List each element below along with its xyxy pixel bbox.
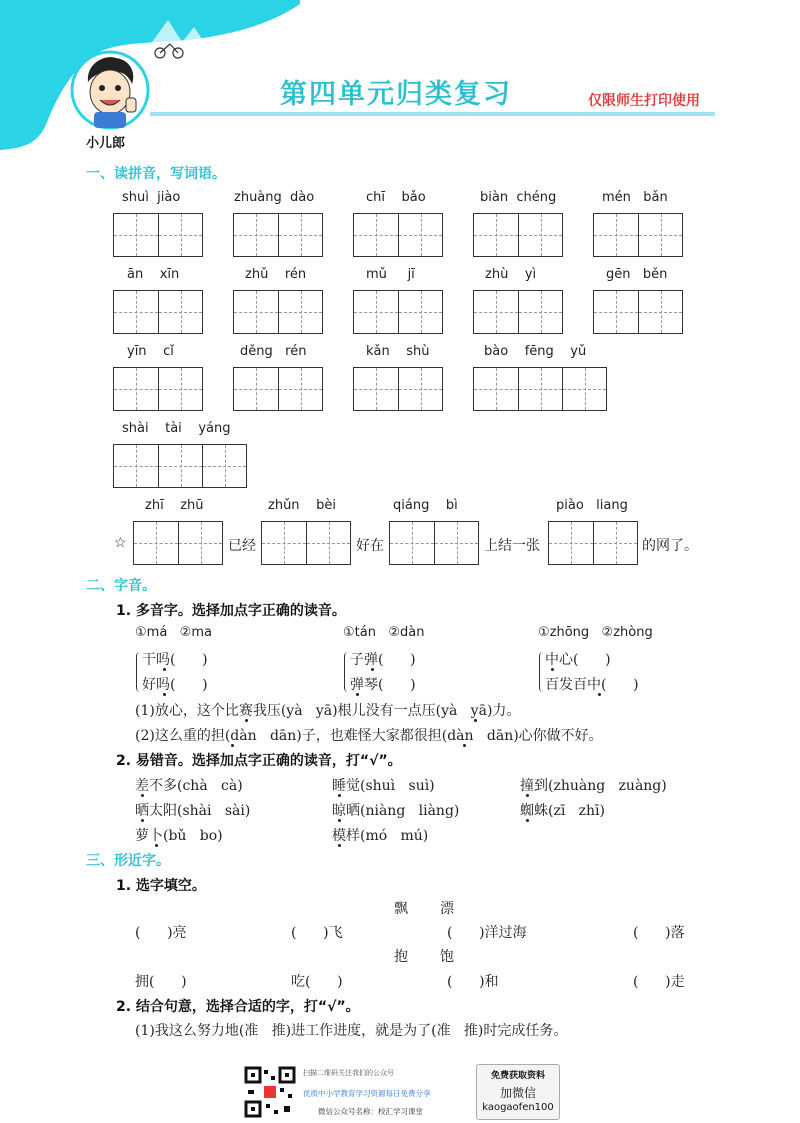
emphasis-dot: [231, 744, 234, 747]
writing-grid[interactable]: [113, 290, 203, 334]
question-sentence: (1)我这么努力地(准 推)进工作进度，就是为了(准 推)时完成任务。: [135, 1023, 568, 1039]
word-pinyin: shuì jiào: [122, 190, 181, 205]
word-pinyin: zhǔn bèi: [268, 498, 336, 513]
char-option: 飘: [394, 901, 408, 917]
writing-grid[interactable]: [353, 367, 443, 411]
answer-item[interactable]: 子弹( ): [350, 652, 416, 668]
writing-grid[interactable]: [473, 213, 563, 257]
question-sentence: (1)放心，这个比赛我压(yà yā)根儿没有一点压(yà yā)力。: [135, 703, 521, 719]
char-option: 抱: [394, 949, 408, 965]
emphasis-dot: [474, 719, 477, 722]
answer-item[interactable]: 弹琴( ): [350, 677, 416, 693]
fill-blank[interactable]: ( )走: [633, 974, 685, 990]
emphasis-dot: [371, 668, 374, 671]
question-title: 2. 易错音。选择加点字正确的读音，打“√”。: [116, 753, 402, 769]
emphasis-dot: [163, 668, 166, 671]
word-pinyin: piào liang: [556, 498, 628, 513]
word-pinyin: gēn běn: [606, 267, 668, 282]
fill-blank[interactable]: ( )洋过海: [447, 925, 527, 941]
emphasis-dot: [141, 794, 144, 797]
header-rule: [150, 112, 715, 116]
word-pinyin: zhī zhū: [145, 498, 204, 513]
answer-item[interactable]: 模样(mó mú): [332, 828, 429, 844]
writing-grid[interactable]: [133, 521, 223, 565]
wechat-card[interactable]: [476, 1064, 560, 1120]
word-pinyin: ān xīn: [127, 267, 180, 282]
account-caption: 微信公众号名称：校汇学习课堂: [318, 1107, 423, 1116]
emphasis-dot: [598, 693, 601, 696]
writing-grid[interactable]: [593, 213, 683, 257]
word-pinyin: mǔ jī: [366, 267, 415, 282]
answer-item[interactable]: 撞到(zhuàng zuàng): [520, 778, 667, 794]
emphasis-dot: [338, 844, 341, 847]
brand-name: 小儿郎: [86, 136, 126, 151]
answer-item[interactable]: 干吗( ): [142, 652, 208, 668]
section-2-heading: 二、字音。: [86, 578, 156, 594]
question-title: 1. 选字填空。: [116, 878, 206, 894]
emphasis-dot: [141, 819, 144, 822]
answer-item[interactable]: 好吗( ): [142, 677, 208, 693]
word-pinyin: yīn cǐ: [127, 344, 174, 359]
word-pinyin: mén bǎn: [602, 190, 668, 205]
fill-blank[interactable]: 吃( ): [291, 974, 343, 990]
scan-caption: 扫描二维码关注我们的公众号: [303, 1069, 394, 1077]
writing-grid[interactable]: [389, 521, 479, 565]
sentence-text: 已经: [228, 538, 256, 554]
word-pinyin: qiáng bì: [393, 498, 458, 513]
writing-grid[interactable]: [353, 213, 443, 257]
writing-grid[interactable]: [548, 521, 638, 565]
wechat-id: kaogaofen100: [482, 1102, 554, 1113]
question-title: 1. 多音字。选择加点字正确的读音。: [116, 603, 346, 619]
question-sentence: (2)这么重的担(dàn dān)子，也难怪大家都很担(dàn dān)心你做不好。: [135, 728, 603, 744]
answer-item[interactable]: 差不多(chà cà): [135, 778, 243, 794]
emphasis-dot: [338, 794, 341, 797]
emphasis-dot: [245, 719, 248, 722]
section-1-heading: 一、读拼音，写词语。: [86, 166, 226, 182]
word-pinyin: biàn chéng: [480, 190, 557, 205]
emphasis-dot: [463, 744, 466, 747]
answer-item[interactable]: 中心( ): [545, 652, 611, 668]
option-label: ①má ②ma: [135, 625, 212, 640]
answer-item[interactable]: 萝卜(bǔ bo): [135, 828, 223, 844]
writing-grid[interactable]: [353, 290, 443, 334]
writing-grid[interactable]: [233, 367, 323, 411]
page-title: 第四单元归类复习: [280, 79, 512, 110]
writing-grid[interactable]: [113, 213, 203, 257]
free-label: 免费获取资料: [490, 1071, 545, 1081]
writing-grid[interactable]: [473, 367, 607, 411]
word-pinyin: kǎn shù: [366, 344, 430, 359]
emphasis-dot: [551, 668, 554, 671]
emphasis-dot: [526, 794, 529, 797]
star-icon: ☆: [114, 535, 127, 551]
writing-grid[interactable]: [233, 290, 323, 334]
sentence-text: 的网了。: [642, 538, 698, 554]
section-3-heading: 三、形近字。: [86, 853, 170, 869]
word-pinyin: zhù yì: [485, 267, 537, 282]
answer-item[interactable]: 百发百中( ): [545, 677, 639, 693]
share-caption: 优质中小学教育学习资源每日免费分享: [303, 1089, 431, 1098]
writing-grid[interactable]: [113, 367, 203, 411]
writing-grid[interactable]: [593, 290, 683, 334]
word-pinyin: zhǔ rén: [245, 267, 307, 282]
writing-grid[interactable]: [233, 213, 323, 257]
writing-grid[interactable]: [473, 290, 563, 334]
answer-item[interactable]: 晾晒(niàng liàng): [332, 803, 460, 819]
fill-blank[interactable]: ( )飞: [291, 925, 343, 941]
answer-item[interactable]: 睡觉(shuì suì): [332, 778, 435, 794]
word-pinyin: děng rén: [240, 344, 307, 359]
wechat-label: 加微信: [499, 1086, 536, 1100]
emphasis-dot: [356, 693, 359, 696]
qr-code-icon[interactable]: [244, 1066, 296, 1118]
question-title: 2. 结合句意，选择合适的字，打“√”。: [116, 999, 360, 1015]
answer-item[interactable]: 晒太阳(shài sài): [135, 803, 251, 819]
answer-item[interactable]: 蜘蛛(zī zhī): [520, 803, 605, 819]
fill-blank[interactable]: ( )和: [447, 974, 499, 990]
mascot-boy-icon: [60, 50, 160, 130]
fill-blank[interactable]: 拥( ): [135, 974, 187, 990]
sentence-text: 好在: [356, 538, 384, 554]
option-label: ①zhōng ②zhòng: [538, 625, 653, 640]
writing-grid[interactable]: [113, 444, 247, 488]
emphasis-dot: [526, 819, 529, 822]
char-option: 漂: [440, 901, 454, 917]
sentence-text: 上结一张: [484, 538, 540, 554]
word-pinyin: chī bǎo: [366, 190, 426, 205]
emphasis-dot: [155, 844, 158, 847]
restriction-notice: 仅限师生打印使用: [588, 93, 700, 109]
emphasis-dot: [338, 819, 341, 822]
word-pinyin: bào fēng yǔ: [484, 344, 587, 359]
word-pinyin: zhuàng dào: [234, 190, 315, 205]
word-pinyin: shài tài yáng: [122, 421, 231, 436]
fill-blank[interactable]: ( )亮: [135, 925, 187, 941]
fill-blank[interactable]: ( )落: [633, 925, 685, 941]
char-option: 饱: [440, 949, 454, 965]
writing-grid[interactable]: [261, 521, 351, 565]
option-label: ①tán ②dàn: [343, 625, 425, 640]
emphasis-dot: [163, 693, 166, 696]
